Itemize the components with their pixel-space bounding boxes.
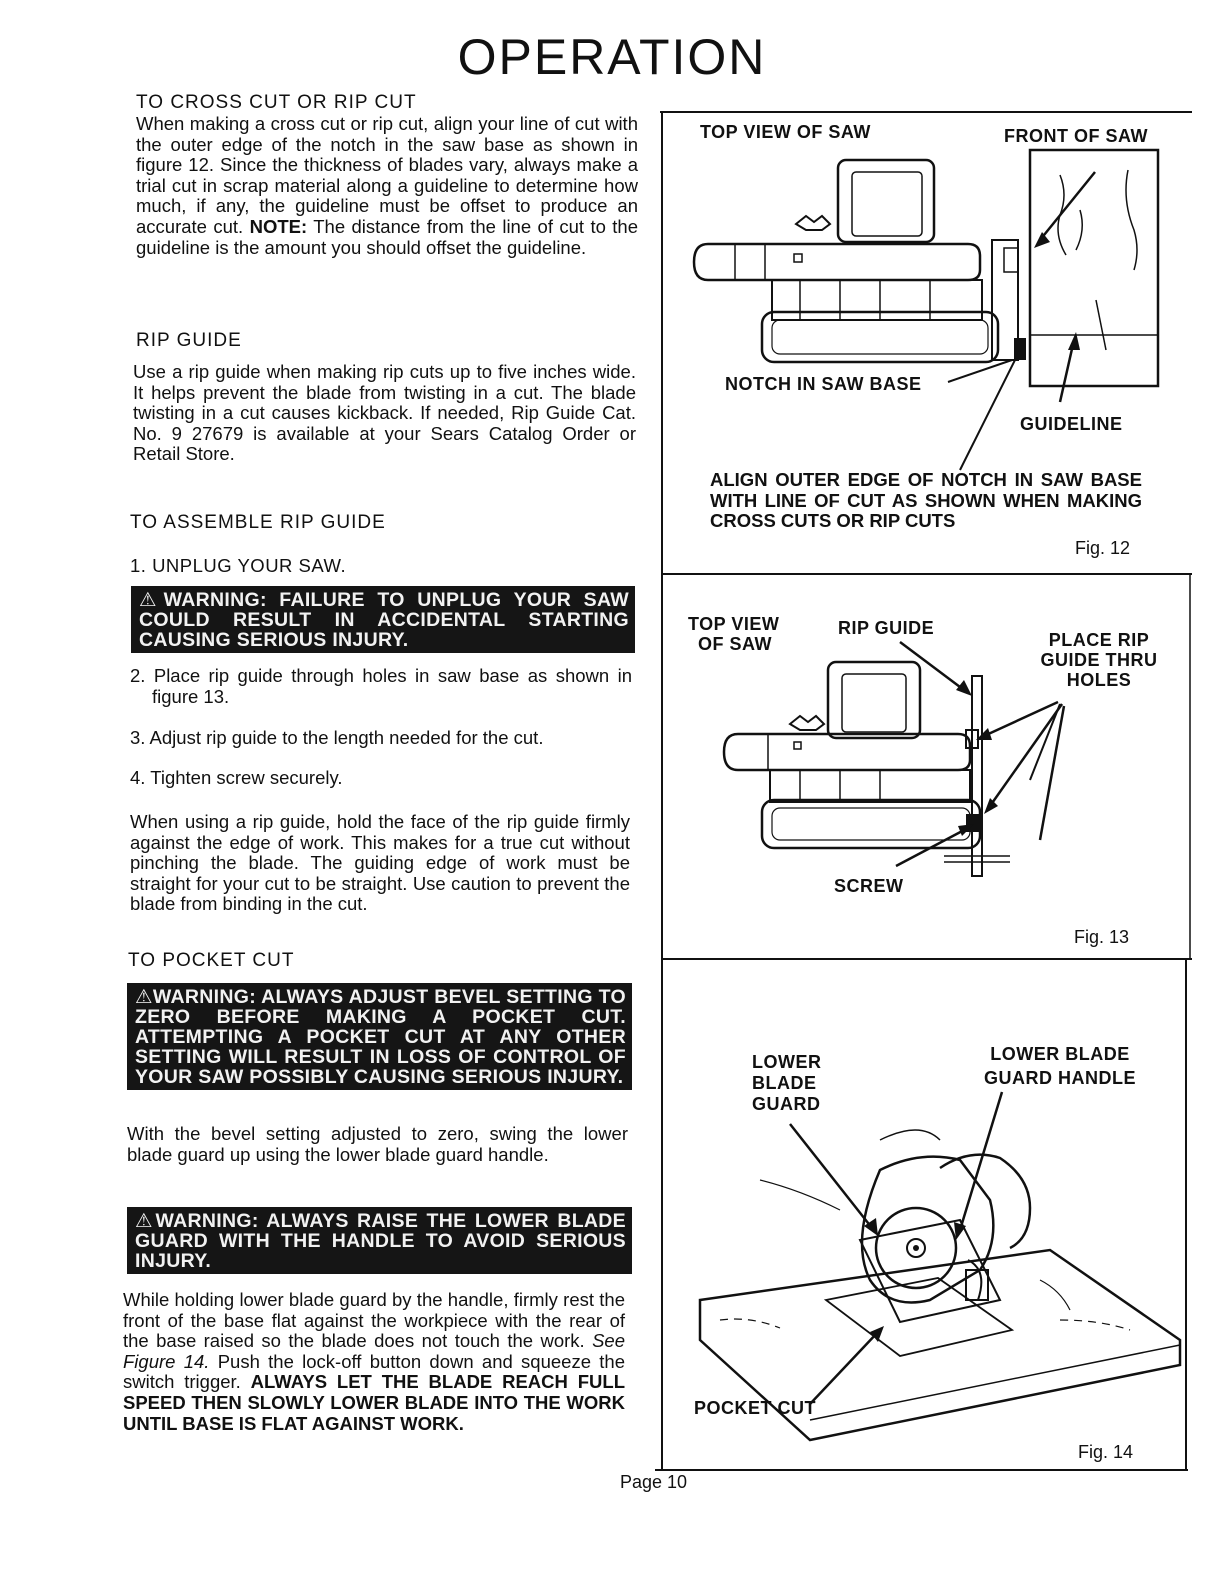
fig12-guideline-label: GUIDELINE (1020, 414, 1123, 434)
fig13-number: Fig. 13 (1074, 927, 1130, 947)
fig13-top-view-line2: OF SAW (698, 634, 772, 654)
step-4: 4. Tighten screw securely. (130, 767, 343, 788)
warning-raise-guard: ⚠WARNING: ALWAYS RAISE THE LOWER BLADE GUARD WITH THE HANDLE TO AVOID SERIOUS INJURY. (127, 1207, 632, 1274)
warning-unplug: ⚠WARNING: FAILURE TO UNPLUG YOUR SAW COULD RESULT IN ACCIDENTAL STARTING CAUSING SERIOUS INJURY. (131, 586, 635, 653)
fig12-top-view-label: TOP VIEW OF SAW (700, 122, 871, 142)
fig12-number: Fig. 12 (1075, 538, 1131, 558)
assemble-heading: TO ASSEMBLE RIP GUIDE (130, 512, 386, 533)
note-label: NOTE: (249, 215, 308, 237)
fig14-lower-line3: GUARD (752, 1094, 821, 1114)
rip-guide-heading: RIP GUIDE (136, 330, 242, 351)
fig13-rip-guide-label: RIP GUIDE (838, 618, 935, 638)
fig12-caption: ALIGN OUTER EDGE OF NOTCH IN SAW BASE WITH LINE OF CUT AS SHOWN WHEN MAKING CROSS CUTS OR RIP CUTS (710, 469, 1142, 531)
fig14-number: Fig. 14 (1078, 1442, 1134, 1462)
fig12-notch-label: NOTCH IN SAW BASE (725, 374, 922, 394)
page-title: OPERATION (457, 29, 767, 85)
step-3: 3. Adjust rip guide to the length needed for the cut. (130, 727, 544, 748)
pocket-cut-body-1: With the bevel setting adjusted to zero, swing the lower blade guard up using the lower blade guard handle. (127, 1123, 628, 1165)
step-2: 2. Place rip guide through holes in saw base as shown in figure 13. (130, 665, 632, 707)
fig13-place-line2: GUIDE THRU (1040, 650, 1158, 670)
page-number: Page 10 (620, 1472, 688, 1492)
rip-guide-usage-body: When using a rip guide, hold the face of the rip guide firmly against the edge of work. This makes for a true cut without pinching the blade. The guiding edge of work must be straight for your cut to be straight. Use caution to prevent the blade from binding in the cut. (130, 811, 630, 915)
fig14-lower-line1: LOWER (752, 1052, 822, 1072)
figure-14-reference: See Figure 14. (123, 1330, 625, 1372)
fig12-front-label: FRONT OF SAW (1004, 126, 1148, 146)
fig14-handle-line1: LOWER BLADE (990, 1044, 1130, 1064)
fig13-top-view-line1: TOP VIEW (688, 614, 780, 634)
warning-bevel: ⚠WARNING: ALWAYS ADJUST BEVEL SETTING TO ZERO BEFORE MAKING A POCKET CUT. ATTEMPTING A POCKET CUT AT ANY OTHER SETTING WILL RESULT IN LOSS OF CONTROL OF YOUR SAW POSSIBLY CAUSING SERIOUS INJURY. (127, 983, 632, 1090)
pocket-cut-heading: TO POCKET CUT (128, 950, 295, 971)
fig13-screw-label: SCREW (834, 876, 904, 896)
step-1: 1. UNPLUG YOUR SAW. (130, 555, 347, 576)
fig13-place-line1: PLACE RIP (1048, 630, 1150, 650)
cross-cut-heading: TO CROSS CUT OR RIP CUT (136, 92, 417, 113)
cross-cut-text: When making a cross cut or rip cut, align your line of cut with the outer edge of the notch in the saw base as shown in figure 12. Since the thickness of blades vary, always make a trial cut in scrap material along a guideline to determine how much, if any, the guideline must be offset to produce an accurate cut. (136, 113, 638, 237)
fig14-lower-line2: BLADE (752, 1073, 817, 1093)
pocket-body-bold: ALWAYS LET THE BLADE REACH FULL SPEED THEN SLOWLY LOWER BLADE INTO THE WORK UNTIL BASE IS FLAT AGAINST WORK. (123, 1371, 625, 1434)
pocket-body-text-b: Push the lock-off button down and squeeze the switch trigger. (123, 1350, 625, 1393)
rip-guide-body: Use a rip guide when making rip cuts up to five inches wide. It helps prevent the blade from twisting in a cut. The blade twisting in a cut causes kickback. If needed, Rip Guide Cat. No. 9 27679 is available at your Sears Catalog Order or Retail Store. (133, 361, 636, 465)
pocket-body-text-a: While holding lower blade guard by the handle, firmly rest the front of the base flat against the workpiece with the rear of the base raised so the blade does not touch the work. (123, 1289, 625, 1352)
note-text: The distance from the line of cut to the guideline is the amount you should offset the guideline. (136, 215, 638, 258)
fig13-place-line3: HOLES (1066, 670, 1132, 690)
fig14-pocket-cut-label: POCKET CUT (694, 1398, 816, 1418)
fig14-handle-line2: GUARD HANDLE (984, 1068, 1136, 1088)
